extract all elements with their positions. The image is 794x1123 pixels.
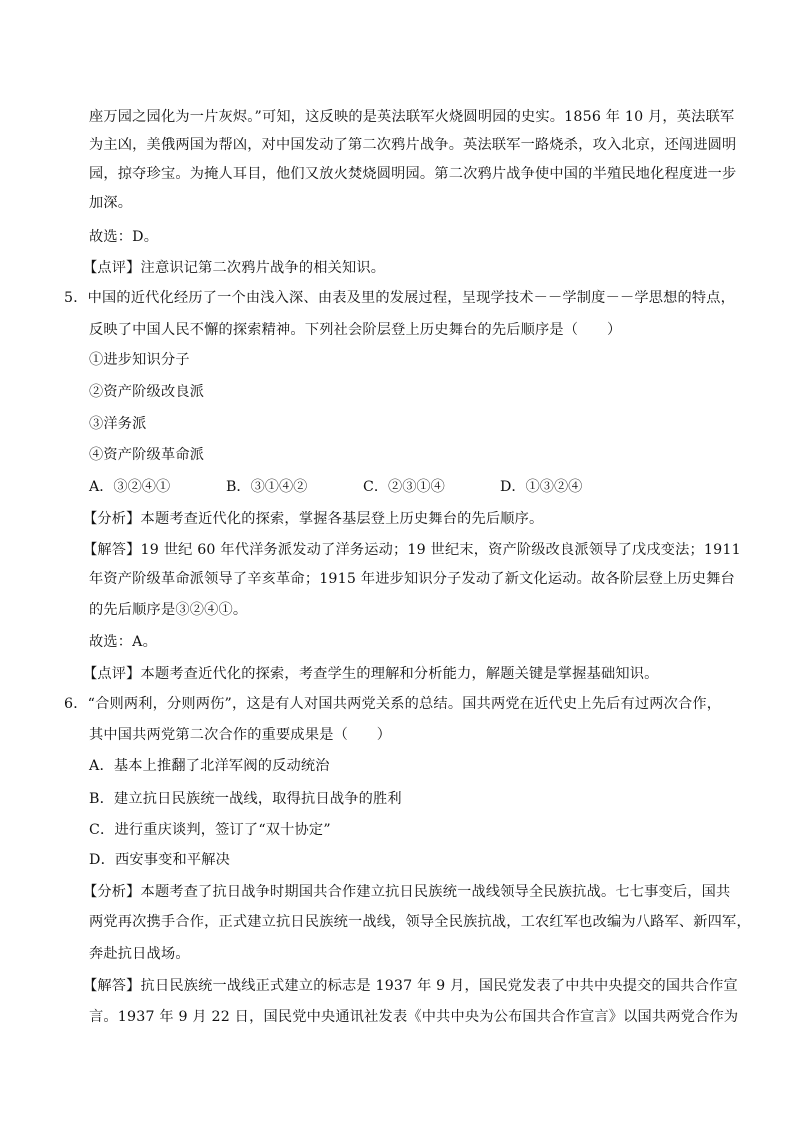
q4-comment: 【点评】注意识记第二次鸦片战争的相关知识。 (83, 260, 386, 276)
q5-option-d: D．①③②④ (500, 479, 583, 495)
q6-analysis-line-3: 奔赴抗日战场。 (89, 946, 190, 962)
q6-option-b: B．建立抗日民族统一战线，取得抗日战争的胜利 (89, 791, 402, 807)
q4-explanation-line-3: 园，掠夺珍宝。为掩人耳目，他们又放火焚烧圆明园。第二次鸦片战争使中国的半殖民地化程度进一步 (89, 166, 737, 182)
q5-solution-line-1: 【解答】19 世纪 60 年代洋务派发动了洋务运动；19 世纪末，资产阶级改良派领导了戊戌变法；1911 (83, 542, 741, 558)
q6-analysis-line-1: 【分析】本题考查了抗日战争时期国共合作建立抗日民族统一战线领导全民族抗战。七七事变后，国共 (83, 884, 731, 900)
q5-solution-line-3: 的先后顺序是③②④①。 (89, 602, 248, 618)
q4-explanation-line-2: 为主凶，美俄两国为帮凶，对中国发动了第二次鸦片战争。英法联军一路烧杀，攻入北京，还闯进圆明 (89, 137, 737, 153)
q5-solution-line-2: 年资产阶级革命派领导了辛亥革命；1915 年进步知识分子发动了新文化运动。故各阶层登上历史舞台 (89, 571, 735, 587)
q5-item-3: ③洋务派 (89, 416, 147, 432)
q6-stem-line-1: 6．“合则两利，分则两伤”，这是有人对国共两党关系的总结。国共两党在近代史上先后有过两次合作， (64, 696, 722, 712)
q6-solution-line-2: 言。1937 年 9 月 22 日，国民党中央通讯社发表《中共中央为公布国共合作宣言》以国共两党合作为 (89, 1009, 739, 1025)
q6-stem-line-2: 其中国共两党第二次合作的重要成果是（ ） (89, 727, 392, 743)
q5-option-c: C．②③①④ (363, 479, 445, 495)
q5-item-1: ①进步知识分子 (89, 352, 190, 368)
q5-stem-line-1: 5．中国的近代化经历了一个由浅入深、由表及里的发展过程，呈现学技术－－学制度－－学思想的特点， (64, 290, 736, 306)
q6-option-d: D．西安事变和平解决 (89, 852, 231, 868)
q5-options (89, 477, 689, 497)
q5-item-2: ②资产阶级改良派 (89, 384, 205, 400)
q4-explanation-line-4: 加深。 (89, 195, 133, 211)
q5-option-a: A．③②④① (89, 479, 171, 495)
q6-solution-line-1: 【解答】抗日民族统一战线正式建立的标志是 1937 年 9 月，国民党发表了中共中央提交的国共合作宣 (83, 978, 738, 994)
q6-option-a: A．基本上推翻了北洋军阀的反动统治 (89, 758, 330, 774)
q6-option-c: C．进行重庆谈判，签订了“双十协定” (89, 822, 331, 838)
q5-comment: 【点评】本题考查近代化的探索，考查学生的理解和分析能力，解题关键是掌握基础知识。 (83, 666, 659, 682)
q4-answer: 故选：D。 (89, 229, 159, 245)
q5-option-b: B．③①④② (226, 479, 308, 495)
q6-analysis-line-2: 两党再次携手合作，正式建立抗日民族统一战线，领导全民族抗战，工农红军也改编为八路军、新四军， (89, 914, 751, 930)
q5-answer: 故选：A。 (89, 634, 157, 650)
q5-stem-line-2: 反映了中国人民不懈的探索精神。下列社会阶层登上历史舞台的先后顺序是（ ） (89, 322, 622, 338)
q5-analysis: 【分析】本题考查近代化的探索，掌握各基层登上历史舞台的先后顺序。 (83, 511, 544, 527)
q5-item-4: ④资产阶级革命派 (89, 447, 205, 463)
q4-explanation-line-1: 座万园之园化为一片灰烬。”可知，这反映的是英法联军火烧圆明园的史实。1856 年 10 月，英法联军 (89, 109, 735, 125)
